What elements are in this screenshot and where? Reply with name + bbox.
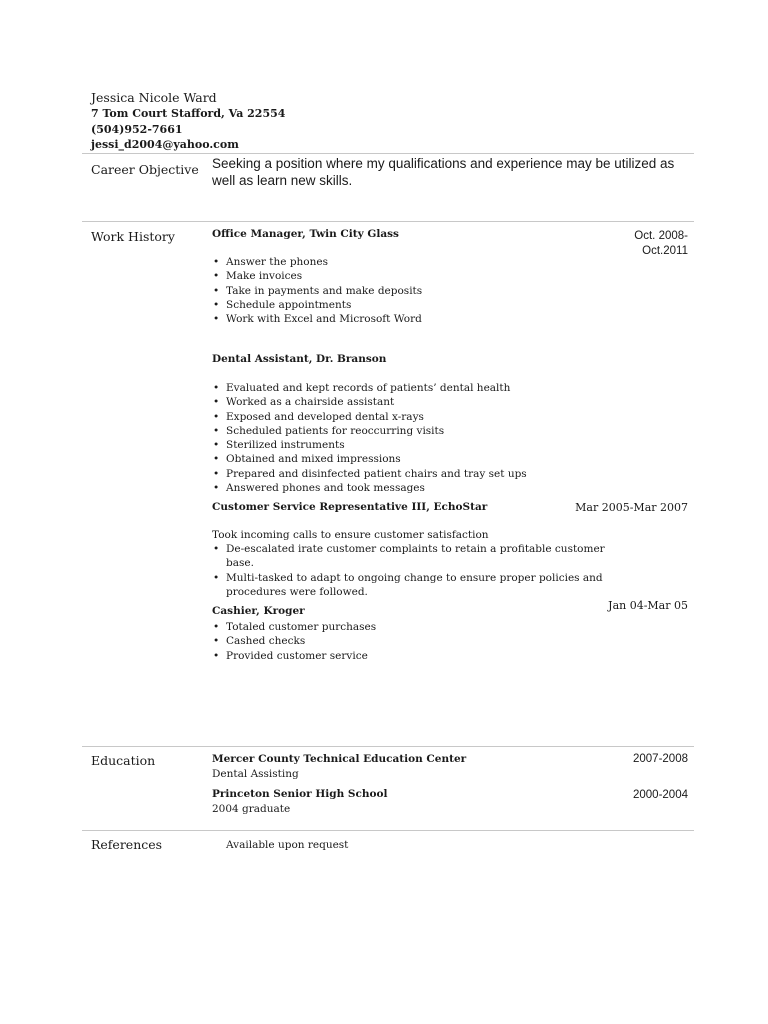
list-item: • Totaled customer purchases — [212, 620, 376, 634]
divider — [82, 830, 694, 831]
school-detail: Dental Assisting — [212, 768, 299, 780]
job-date-line: Oct.2011 — [642, 245, 688, 257]
list-item: • Provided customer service — [212, 649, 376, 663]
address: 7 Tom Court Stafford, Va 22554 — [91, 107, 286, 120]
list-item-line: base. — [226, 557, 254, 570]
list-item: • Sterilized instruments — [212, 438, 527, 452]
job-date — [634, 229, 688, 259]
job-duties-list — [212, 381, 527, 495]
list-item: • Take in payments and make deposits — [212, 284, 422, 298]
list-item-line: • Multi-tasked to adapt to ongoing change to ensure proper policies and — [226, 571, 603, 584]
list-item-line: • De-escalated irate customer complaints to retain a profitable customer — [226, 543, 605, 555]
phone: (504)952-7661 — [91, 123, 183, 136]
divider — [82, 221, 694, 222]
job-duties-list — [212, 542, 605, 599]
list-item: • Make invoices — [212, 269, 422, 283]
list-item: • Obtained and mixed impressions — [212, 452, 527, 466]
job-date-line: Oct. 2008- — [634, 230, 688, 242]
job-intro: Took incoming calls to ensure customer satisfaction — [212, 529, 489, 541]
divider — [82, 153, 694, 154]
objective-line: well as learn new skills. — [212, 173, 353, 188]
divider — [82, 746, 694, 747]
list-item: • Exposed and developed dental x-rays — [212, 410, 527, 424]
list-item: • Answered phones and took messages — [212, 481, 527, 495]
list-item — [212, 571, 605, 600]
applicant-name: Jessica Nicole Ward — [91, 90, 217, 105]
job-title: Cashier, Kroger — [212, 605, 305, 617]
list-item: • Cashed checks — [212, 634, 376, 648]
job-title: Office Manager, Twin City Glass — [212, 228, 399, 240]
job-duties-list — [212, 620, 376, 663]
job-title: Dental Assistant, Dr. Branson — [212, 353, 387, 365]
education-label: Education — [91, 753, 156, 768]
school-date: 2007-2008 — [633, 753, 688, 765]
references-text: Available upon request — [226, 839, 349, 851]
school-date: 2000-2004 — [633, 789, 688, 801]
list-item: • Answer the phones — [212, 255, 422, 269]
school-name: Mercer County Technical Education Center — [212, 753, 467, 765]
list-item: • Schedule appointments — [212, 298, 422, 312]
career-objective-label: Career Objective — [91, 162, 199, 177]
list-item: • Prepared and disinfected patient chairs and tray set ups — [212, 467, 527, 481]
work-history-label: Work History — [91, 229, 175, 244]
list-item: • Work with Excel and Microsoft Word — [212, 312, 422, 326]
job-date: Jan 04-Mar 05 — [608, 599, 688, 612]
list-item-line: procedures were followed. — [226, 585, 368, 598]
career-objective-text — [212, 155, 674, 189]
job-duties-list — [212, 255, 422, 326]
school-name: Princeton Senior High School — [212, 788, 388, 800]
list-item: • Scheduled patients for reoccurring visits — [212, 424, 527, 438]
list-item: • Worked as a chairside assistant — [212, 395, 527, 409]
school-detail: 2004 graduate — [212, 803, 291, 815]
list-item: • Evaluated and kept records of patients’ dental health — [212, 381, 527, 395]
references-label: References — [91, 837, 163, 852]
list-item — [212, 542, 605, 571]
job-date: Mar 2005-Mar 2007 — [575, 501, 688, 514]
email: jessi_d2004@yahoo.com — [91, 138, 239, 151]
objective-line: Seeking a position where my qualifications and experience may be utilized as — [212, 156, 675, 171]
job-title: Customer Service Representative III, EchoStar — [212, 501, 488, 513]
